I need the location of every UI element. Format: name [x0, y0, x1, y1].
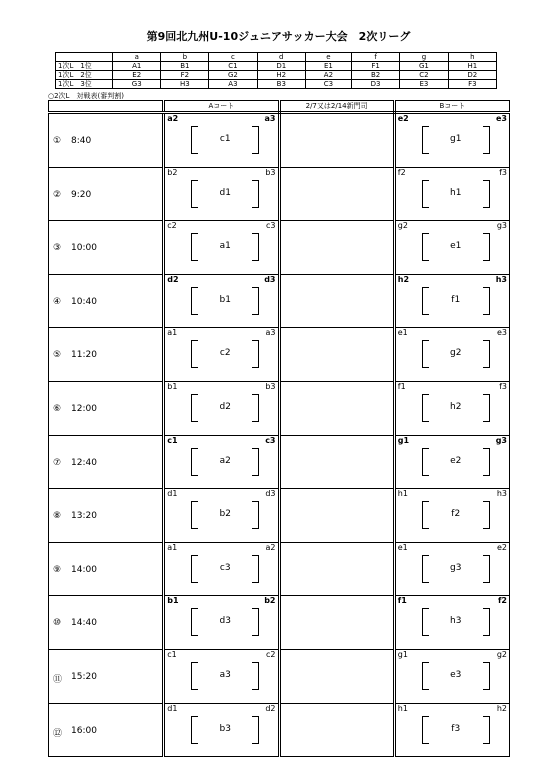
group-cell: A2	[305, 71, 351, 80]
kickoff-time: 10:00	[71, 243, 97, 254]
kickoff-time: 10:40	[71, 296, 97, 307]
referee-bracket	[191, 180, 259, 208]
referee-team: a3	[219, 669, 231, 680]
referee-bracket	[422, 555, 490, 583]
referee-bracket	[422, 340, 490, 368]
referee-bracket	[191, 555, 259, 583]
referee-bracket	[422, 126, 490, 154]
a-court-match	[164, 221, 279, 275]
referee-team: c1	[219, 134, 231, 144]
b-court-match	[394, 167, 509, 221]
home-team: a2	[167, 114, 179, 123]
match-time-cell	[49, 596, 164, 650]
referee-team: h3	[450, 616, 462, 627]
match-number: ⑨	[53, 564, 62, 575]
home-team: b1	[167, 596, 179, 606]
match-number: ④	[53, 296, 62, 307]
kickoff-time: 14:40	[71, 618, 97, 629]
away-team: c3	[265, 435, 276, 445]
referee-team: e3	[450, 669, 462, 680]
home-team: f2	[397, 167, 406, 177]
referee-team: g1	[450, 134, 462, 144]
home-team: a1	[167, 542, 178, 552]
match-row	[49, 328, 510, 382]
match-number: ③	[53, 243, 62, 254]
group-row-label: 1次L 2位	[56, 71, 113, 80]
referee-team: f3	[451, 723, 461, 734]
middle-column-cell	[279, 649, 394, 703]
away-team: f3	[499, 381, 507, 391]
kickoff-time: 11:20	[71, 350, 97, 361]
middle-column-cell	[279, 221, 394, 275]
match-number: ⑤	[53, 350, 62, 361]
b-court-match	[394, 489, 509, 543]
middle-column-cell	[279, 328, 394, 382]
referee-bracket	[422, 394, 490, 422]
home-team: d2	[167, 274, 179, 284]
time-column-header	[49, 101, 164, 113]
referee-bracket	[191, 287, 259, 315]
group-cell: D3	[351, 80, 399, 89]
home-team: b2	[167, 167, 178, 177]
referee-team: b3	[219, 723, 231, 734]
a-court-match	[164, 703, 279, 757]
match-number: ⑥	[53, 403, 62, 414]
kickoff-time: 16:00	[71, 725, 97, 736]
a-court-match	[164, 435, 279, 489]
b-court-match	[394, 435, 509, 489]
referee-bracket	[191, 662, 259, 690]
referee-team: g3	[450, 562, 462, 573]
referee-team: f1	[451, 294, 461, 305]
kickoff-time: 12:40	[71, 457, 97, 468]
group-header-row	[56, 53, 497, 62]
referee-bracket	[191, 126, 259, 154]
a-court-match	[164, 274, 279, 328]
a-court-match	[164, 167, 279, 221]
group-cell: G2	[209, 71, 257, 80]
group-cell: G3	[113, 80, 161, 89]
match-time-cell	[49, 381, 164, 435]
b-court-match	[394, 649, 509, 703]
home-team: h1	[397, 703, 408, 713]
referee-team: d2	[219, 401, 231, 412]
match-row	[49, 274, 510, 328]
group-col-header: f	[351, 53, 399, 62]
group-col-header: c	[209, 53, 257, 62]
match-row	[49, 381, 510, 435]
group-col-header: a	[113, 53, 161, 62]
match-time-cell	[49, 328, 164, 382]
a-court-match	[164, 649, 279, 703]
away-team: b3	[265, 167, 276, 177]
group-cell: F3	[448, 80, 496, 89]
away-team: g3	[495, 435, 507, 445]
referee-team: a2	[219, 455, 231, 466]
referee-bracket	[422, 287, 490, 315]
match-row	[49, 596, 510, 650]
group-cell: C3	[305, 80, 351, 89]
home-team: c1	[167, 435, 178, 445]
middle-column-cell	[279, 381, 394, 435]
away-team: c2	[266, 649, 276, 659]
referee-bracket	[422, 180, 490, 208]
a-court-match	[164, 328, 279, 382]
group-cell: E2	[113, 71, 161, 80]
group-cell: D2	[448, 71, 496, 80]
kickoff-time: 13:20	[71, 511, 97, 522]
home-team: e1	[397, 328, 408, 338]
referee-bracket	[191, 448, 259, 476]
referee-bracket	[191, 340, 259, 368]
home-team: g2	[397, 221, 408, 231]
referee-bracket	[422, 608, 490, 636]
middle-column-cell	[279, 113, 394, 168]
match-time-cell	[49, 542, 164, 596]
group-cell: H1	[448, 62, 496, 71]
match-number: ⑪	[53, 674, 63, 685]
away-team: a2	[265, 542, 276, 552]
match-time-cell	[49, 274, 164, 328]
match-number: ①	[53, 136, 62, 146]
middle-column-cell	[279, 542, 394, 596]
match-row	[49, 649, 510, 703]
match-number: ⑦	[53, 457, 62, 468]
home-team: h2	[397, 274, 410, 284]
home-team: a1	[167, 328, 178, 338]
referee-bracket	[422, 662, 490, 690]
home-team: b1	[167, 381, 178, 391]
kickoff-time: 14:00	[71, 564, 97, 575]
page-title: 第9回北九州U-10ジュニアサッカー大会 2次リーグ	[146, 30, 411, 43]
away-team: e3	[496, 328, 507, 338]
middle-column-cell	[279, 435, 394, 489]
group-col-header: e	[305, 53, 351, 62]
kickoff-time: 15:20	[71, 671, 97, 682]
group-row	[56, 71, 497, 80]
referee-bracket	[191, 608, 259, 636]
referee-team: b2	[219, 509, 231, 520]
kickoff-time: 9:20	[71, 189, 92, 200]
referee-team: h2	[450, 401, 462, 412]
schedule-header-row	[49, 101, 510, 113]
match-time-cell	[49, 167, 164, 221]
group-seeding-table	[55, 52, 497, 89]
referee-bracket	[422, 716, 490, 744]
group-cell: B1	[161, 62, 209, 71]
b-court-match	[394, 596, 509, 650]
home-team: c1	[167, 649, 177, 659]
referee-bracket	[191, 394, 259, 422]
group-col-header: b	[161, 53, 209, 62]
group-cell: D1	[257, 62, 305, 71]
home-team: h1	[397, 489, 408, 499]
referee-bracket	[422, 448, 490, 476]
referee-bracket	[191, 716, 259, 744]
schedule-note: ○2次L 対戦表(審判割)	[48, 92, 124, 100]
away-team: d3	[265, 489, 276, 499]
away-team: e3	[496, 114, 507, 123]
group-cell: F2	[161, 71, 209, 80]
away-team: g2	[496, 649, 507, 659]
a-court-match	[164, 489, 279, 543]
group-col-header: h	[448, 53, 496, 62]
away-team: d2	[265, 703, 276, 713]
home-team: f1	[397, 381, 406, 391]
referee-team: b1	[219, 294, 231, 305]
kickoff-time: 8:40	[71, 136, 92, 146]
match-time-cell	[49, 649, 164, 703]
match-row	[49, 435, 510, 489]
a-court-header: Aコート	[164, 101, 279, 113]
b-court-match	[394, 274, 509, 328]
middle-column-cell	[279, 703, 394, 757]
away-team: c3	[266, 221, 276, 231]
home-team: g1	[397, 649, 408, 659]
referee-team: d1	[219, 187, 231, 198]
middle-column-cell	[279, 489, 394, 543]
group-cell: E1	[305, 62, 351, 71]
home-team: g1	[397, 435, 410, 445]
match-time-cell	[49, 435, 164, 489]
b-court-match	[394, 542, 509, 596]
group-row-label: 1次L 1位	[56, 62, 113, 71]
group-cell: G1	[400, 62, 448, 71]
match-schedule-table	[48, 100, 510, 757]
home-team: f1	[397, 596, 407, 606]
home-team: d1	[167, 703, 178, 713]
middle-column-cell	[279, 596, 394, 650]
corner-cell	[56, 53, 113, 62]
match-number: ⑧	[53, 511, 62, 522]
referee-bracket	[422, 233, 490, 261]
away-team: h3	[496, 489, 507, 499]
away-team: b3	[265, 381, 276, 391]
kickoff-time: 12:00	[71, 403, 97, 414]
match-number: ②	[53, 189, 62, 200]
middle-column-cell	[279, 274, 394, 328]
b-court-match	[394, 703, 509, 757]
match-row	[49, 703, 510, 757]
b-court-header: Bコート	[394, 101, 509, 113]
a-court-match	[164, 113, 279, 168]
group-cell: C2	[400, 71, 448, 80]
referee-team: g2	[450, 348, 462, 359]
group-cell: A3	[209, 80, 257, 89]
b-court-match	[394, 381, 509, 435]
home-team: e1	[397, 542, 408, 552]
a-court-match	[164, 381, 279, 435]
home-team: d1	[167, 489, 178, 499]
group-cell: H3	[161, 80, 209, 89]
referee-team: c3	[219, 562, 231, 573]
referee-team: h1	[450, 187, 462, 198]
group-cell: B3	[257, 80, 305, 89]
away-team: b2	[264, 596, 276, 606]
match-number: ⑫	[53, 728, 63, 739]
away-team: a3	[264, 114, 276, 123]
referee-team: d3	[219, 616, 231, 627]
away-team: h3	[495, 274, 507, 284]
group-cell: C1	[209, 62, 257, 71]
match-row	[49, 167, 510, 221]
group-cell: F1	[351, 62, 399, 71]
group-col-header: d	[257, 53, 305, 62]
group-cell: H2	[257, 71, 305, 80]
referee-team: c2	[219, 348, 231, 359]
b-court-match	[394, 221, 509, 275]
referee-team: a1	[219, 241, 231, 252]
middle-column-header: 2/7又は2/14新門司	[279, 101, 394, 113]
match-time-cell	[49, 221, 164, 275]
group-cell: E3	[400, 80, 448, 89]
referee-team: f2	[451, 509, 461, 520]
home-team: c2	[167, 221, 177, 231]
referee-team: e2	[450, 455, 462, 466]
match-row	[49, 542, 510, 596]
match-row	[49, 489, 510, 543]
away-team: a3	[265, 328, 276, 338]
b-court-match	[394, 328, 509, 382]
a-court-match	[164, 542, 279, 596]
group-cell: A1	[113, 62, 161, 71]
middle-column-cell	[279, 167, 394, 221]
a-court-match	[164, 596, 279, 650]
match-row	[49, 221, 510, 275]
away-team: f2	[497, 596, 507, 606]
referee-bracket	[191, 233, 259, 261]
match-time-cell	[49, 703, 164, 757]
referee-bracket	[422, 501, 490, 529]
match-row	[49, 113, 510, 168]
home-team: e2	[397, 114, 409, 123]
referee-bracket	[191, 501, 259, 529]
group-col-header: g	[400, 53, 448, 62]
away-team: g3	[496, 221, 507, 231]
group-row	[56, 62, 497, 71]
b-court-match	[394, 113, 509, 168]
match-number: ⑩	[53, 618, 62, 629]
away-team: e2	[496, 542, 507, 552]
away-team: d3	[264, 274, 276, 284]
match-time-cell	[49, 113, 164, 168]
away-team: h2	[496, 703, 507, 713]
referee-team: e1	[450, 241, 462, 252]
match-time-cell	[49, 489, 164, 543]
group-cell: B2	[351, 71, 399, 80]
group-row	[56, 80, 497, 89]
group-row-label: 1次L 3位	[56, 80, 113, 89]
away-team: f3	[499, 167, 507, 177]
